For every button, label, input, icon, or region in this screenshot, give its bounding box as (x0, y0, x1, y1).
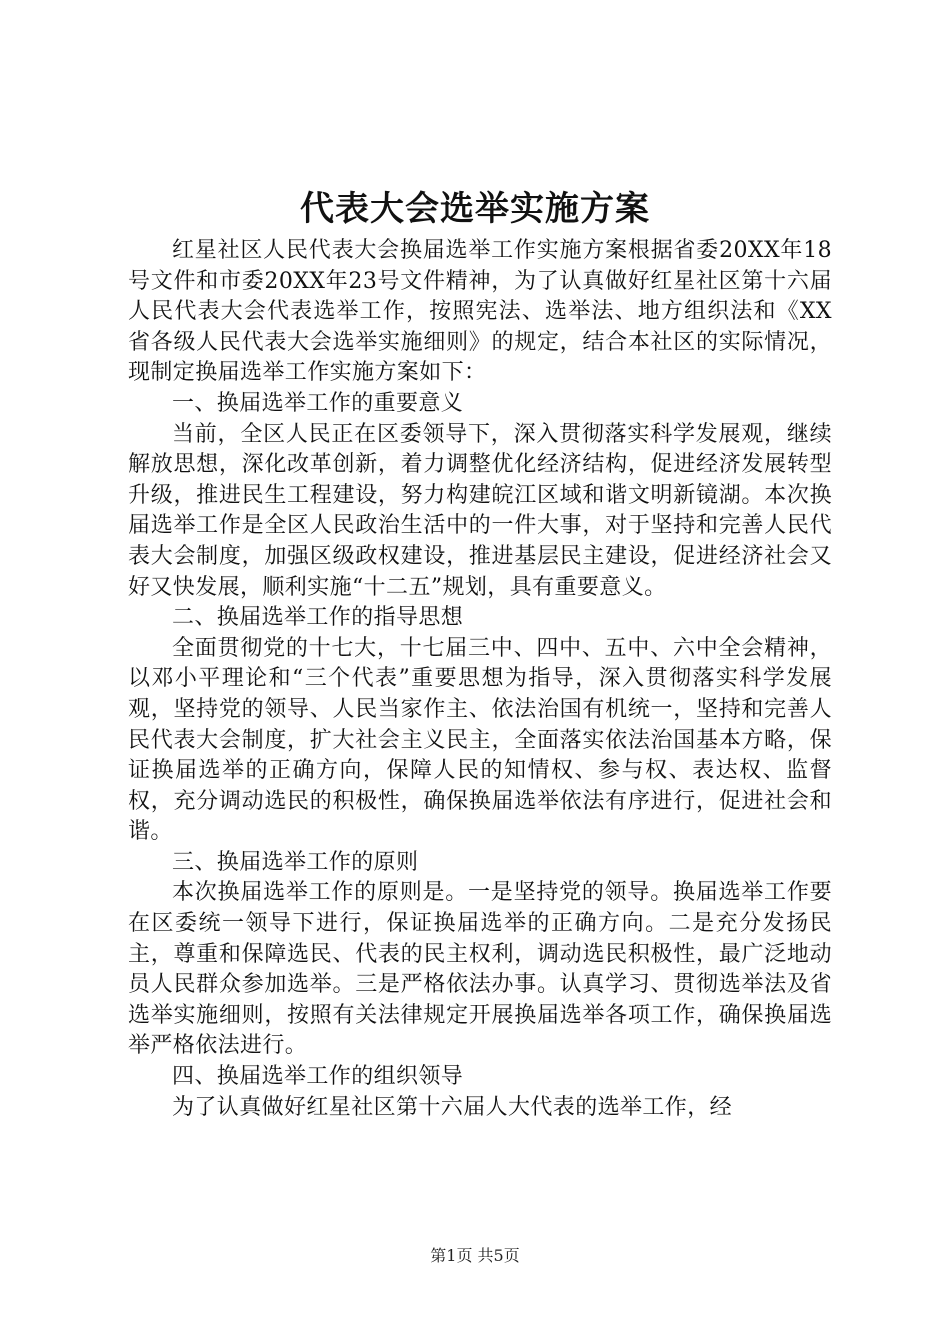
section-paragraph-4: 为了认真做好红星社区第十六届人大代表的选举工作，经 (172, 1094, 733, 1120)
document-title: 代表大会选举实施方案 (300, 189, 650, 229)
section-heading-3: 三、换届选举工作的原则 (172, 849, 419, 875)
page-number-footer: 第1页 共5页 (430, 1246, 520, 1265)
document-body (128, 236, 832, 1123)
section-paragraph-2: 全面贯彻党的十七大，十七届三中、四中、五中、六中全会精神，以邓小平理论和“三个代表”重要思想为指导，深入贯彻落实科学发展观，坚持党的领导、人民当家作主、依法治国有机统一，坚持和完善人民代表大会制度，扩大社会主义民主，全面落实依法治国基本方略，保证换届选举的正确方向，保障人民的知情权、参与权、表达权、监督权，充分调动选民的积极性，确保换届选举依法有序进行，促进社会和谐。 (128, 635, 832, 845)
section-heading-2: 二、换届选举工作的指导思想 (172, 605, 464, 631)
section-heading-4: 四、换届选举工作的组织领导 (172, 1064, 464, 1090)
section-paragraph-3: 本次换届选举工作的原则是。一是坚持党的领导。换届选举工作要在区委统一领导下进行，保证换届选举的正确方向。二是充分发扬民主，尊重和保障选民、代表的民主权利，调动选民积极性，最广泛地动员人民群众参加选举。三是严格依法办事。认真学习、贯彻选举法及省选举实施细则，按照有关法律规定开展换届选举各项工作，确保换届选举严格依法进行。 (128, 880, 832, 1059)
section-heading-1: 一、换届选举工作的重要意义 (172, 390, 464, 416)
section-paragraph-1: 当前，全区人民正在区委领导下，深入贯彻落实科学发展观，继续解放思想，深化改革创新，着力调整优化经济结构，促进经济发展转型升级，推进民生工程建设，努力构建皖江区域和谐文明新镜湖。本次换届选举工作是全区人民政治生活中的一件大事，对于坚持和完善人民代表大会制度，加强区级政权建设，推进基层民主建设，促进经济社会又好又快发展，顺利实施“十二五”规划，具有重要意义。 (128, 421, 832, 600)
intro-paragraph: 红星社区人民代表大会换届选举工作实施方案根据省委20XX年18号文件和市委20XX年23号文件精神，为了认真做好红星社区第十六届人民代表大会代表选举工作，按照宪法、选举法、地方组织法和《XX省各级人民代表大会选举实施细则》的规定，结合本社区的实际情况，现制定换届选举工作实施方案如下： (128, 238, 832, 386)
